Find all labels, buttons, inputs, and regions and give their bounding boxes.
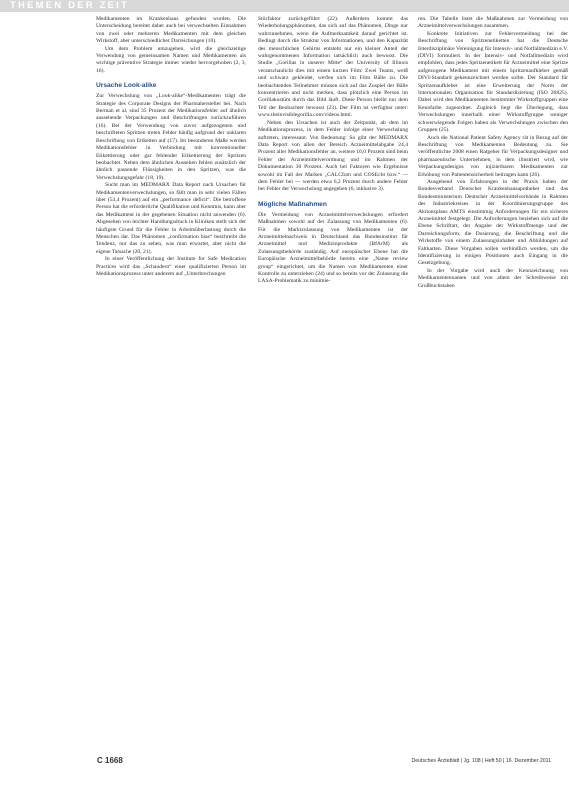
paragraph: Störfaktor zurückgeführt (22). Außerdem kommt das Wiederholungsphänomen, das sich auf das Phänomen, Dinge nur wahrzunehmen, wenn die Aufmerksamkeit darauf gerichtet ist. Bedingt durch die Struktur von Informationen, und den Kapazität des menschlichen Gehirns entsteht nur ein kleiner Anteil der wahrgenommenen Information tatsächlich auch bewusst. Die Studie „Gorillas in unserer Mitte“ der University of Illinois veranschaulicht dies mit einem kurzen Film: Zwei Teams, weiß und schwarz gekleidet, werfen sich im Film Bälle zu. Die beobachtenden Teilnehmer müssen sich auf das Zuspiel der Bälle konzentrieren und nicht merken, dass plötzlich eine Person im Gorillakostüm durch das Bild läuft. Diese Person bleibt nur dem Teil der Beobachter bewusst (23). Der Film ist verfügbar unter: www.theinvisiblegorilla.com/videos.html.	[258, 16, 408, 119]
paragraph: Die Vermeidung von Arzneimittelverwechslungen erfordert Maßnahmen sowohl auf der Zulassung von Medikamenten (6). Für die Marktzulassung von Medikamenten ist der Arzneimittelnachweis in Deutschland das Bundesinstitut für Arzneimittel und Medizinprodukte (BfArM) als Zulassungsbehörde zuständig. Auf europäischer Ebene hat die Europäische Arzneimittelbehörde bereits eine „Name review group“ eingerichtet, um die Namen von Medikamenten einer Kontrolle zu unterziehen (24) und so bereits vor der Zulassung die LASA-Problematik zu minimie-	[258, 211, 408, 285]
paragraph: In einer Veröffentlichung der Institute for Safe Medication Practices wird das „Schaudern“ einer qualifizierten Person im Medikationsprozess unter anderem auf „Unterbrechungen	[96, 256, 246, 277]
page-footer	[0, 756, 569, 768]
paragraph: Neben den Ursachen ist auch der Zeitpunkt, ab dem im Medikationsprozess, in dem Fehler infolge einer Verwechslung auftreten, interessant. Von Bedeutung: So gibt der MEDMARX Data Report von allen der Bereich Arzneimittelabgabe 24,4 Prozent aller Medikationsfehler an, weitere 16,0 Prozent sind beim Fehler der Arzneimittelverordnung und im Rahmen der Dokumentation 30 Prozent. Auch bei Faktoren wie Ergebnisse sowohl im Fall der Marken „CALCIum und COSEcht bzw.“ — dem Fehler bei — werden etwa 6,2 Prozent durch andere Fehler bei Fehler der Verwechslung angegeben (6, inklusive 3).	[258, 119, 408, 193]
paragraph: Um dem Problem umzugehen, wird die gleichzeitige Verwendung von gemeinsamen Namen und Medikamenten als wichtige präventive Strategie immer wieder hervorgehoben (2, 3, 16).	[96, 45, 246, 74]
paragraph: Sucht man im MEDMARX Data Report nach Ursachen für Medikamentenverwechslungen, so fällt man in sehr vielen Fällen über (53,4 Prozent) auf ein „performance deficit“. Die betroffene Person hat die erforderliche Qualifikation und Kenntnis, kann aber das Medikament in der gegebenen Situation nicht anwenden (6). Abgesehen von leichter Handlungsdruck in Kliniken stellt sich der häufigste Grund für die Fehler in Arbeitsüberlastung durch die Menschen dar. Das Phänomen „confirmation bias“ beschreibt die Tendenz, nur das zu sehen, was man erwartet, aber nicht die eigene Tatsache (20, 21).	[96, 182, 246, 255]
text-column-2	[258, 16, 408, 286]
paragraph: ren. Die Tabelle listet die Maßnahmen zur Vermeidung von Arzneimittelverwechslungen zusammen.	[418, 16, 568, 30]
paragraph: Ausgehend von Erfahrungen in der Praxis haben der Bundesverband Deutscher Krankenhausapotheker und das Bundesministerium Deutscher Arzneimittelverbände in Rahmen des Industriekreises in der Koordinierungsgruppe des Aktionsplans AMTS einstimmig Anforderungen für ein sicheres Arzneimittel festgelegt. Die Anforderungen beziehen sich auf die Ebene Schriftart, der Angabe der Wirkstoffmenge und der Darreichungsform, die Dosierung, die Beschriftung und die Wirkstoffe von einem Zulassungsinhaber und Abbildungen auf Faltkarten. Diese Vorgaben sollen verbindlich werden, um die Identifizierung in einigen Positionen auch Eingang in die Gesetzgebung.	[418, 178, 568, 267]
paragraph: Auch die National Patient Safety Agency rät in Bezug auf der Beschriftung von Medikamenten Bedeutung zu. Sie veröffentlichte 2008 einen Ratgeber für Verpackungsdesigner und pharmazeutische Unternehmen, in dem illustriert wird, wie Verpackungsdesigns von injizierbaren Medikamenten zur Erhöhung von Patientensicherheit beitragen kann (26).	[418, 134, 568, 178]
paragraph: Zur Verwechslung von „Look-alike“-Medikamenten trägt die Strategie des Corporate Designs der Pharmahersteller bei. Nach Berman et al. sind 35 Prozent der Medikationsfehler auf ähnlich aussehende Verpackungen und Beschriftungen zurückzuführen (16). Bei der Verwendung von zuvor aufgezogenen und beschrifteten Spritzen treten Fehler häufig aufgrund der unklaren Beschriftung von Etiketten auf (17). Im besonderen Maße werden Medikationsfehler in Verbindung mit konventioneller Etikettierung oder gar fehlender Etikettierung der Spritzen beobachtet. Neben dem ähnlichen Aussehen fehlen zusätzlich der ähnlich passende Flüssigkeiten in den Spritzen, was die Verwechslungsgefahr (18, 19).	[96, 93, 246, 181]
subheading-look-alike: Ursache Look-alike	[96, 82, 157, 90]
paragraph: Konkrete Initiativen zur Fehlervermeidung bei der Beschriftung von Spritzenetiketten hat die Deutsche Interdisziplinäre Vereinigung für Intensiv- und Notfallmedizin e.V. (DIVI) formuliert. In der Intensiv- und Notfallmedizin wird empfohlen, dass jedes Spritzenetikett für Arzneimittel eine Spritze aufgezogene Medikament mit einem Spritzenaufkleber gemäß DIVI-Standard gekennzeichnet werden sollte. Der Standard für Spritzenaufkleber ist eine Erweiterung der Norm der Internationalen Organisation für Standardisierung (ISO 26825). Dabei wird den Medikamenten bestimmter Wirkstoffgruppen eine Kennfarbe zugeordnet. Zugleich liegt die Überlegung, dass Verwechslungen innerhalb einer Wirkstoffgruppe weniger schwerwiegende Folgen haben als Verwechslungen zwischen den Gruppen (25).	[418, 30, 568, 134]
journal-citation: Deutsches Ärzteblatt | Jg. 108 | Heft 50 | 16. Dezember 2011	[411, 758, 551, 764]
text-column-1	[96, 16, 246, 278]
paragraph: Medikamenten im Krankenhaus gefunden wurden. Die Unterscheidung bereitet daher auch bei verwechselten Einnahmen von zwei oder mehreren Medikamenten mit dem gleichen Wirkstoff, aber unterschiedlicher Darreichungen (10).	[96, 16, 246, 45]
section-header-bar	[0, 0, 569, 12]
subheading-massnahmen: Mögliche Maßnahmen	[258, 200, 327, 208]
text-column-3	[418, 16, 568, 290]
page-number: C 1668	[97, 756, 123, 765]
section-title: THEMEN DER ZEIT	[10, 0, 130, 11]
paragraph: In der Vorgabe wird auch der Kennzeichnung von Medikamentennamen und von allem der Schreibweise mit Großbuchstaben	[418, 267, 568, 289]
